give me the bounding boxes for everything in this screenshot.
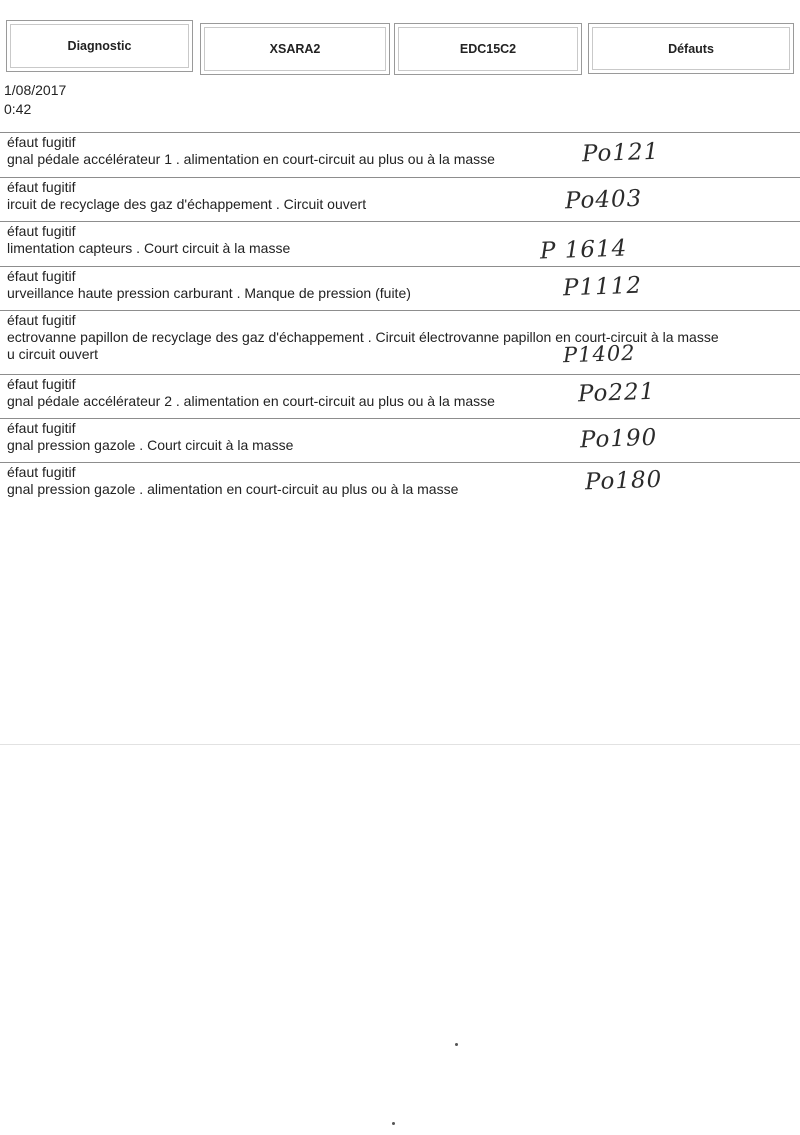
fault-description: ircuit de recyclage des gaz d'échappement . Circuit ouvert <box>7 196 367 212</box>
handwritten-code: P1112 <box>562 272 643 302</box>
fault-row <box>0 418 800 462</box>
fault-type: éfaut fugitif <box>7 312 76 328</box>
tab-ecu[interactable]: EDC15C2 <box>394 23 582 75</box>
scan-speck <box>455 1043 458 1046</box>
header-tabs <box>0 20 800 76</box>
fault-row <box>0 374 800 418</box>
fault-description: ectrovanne papillon de recyclage des gaz d'échappement . Circuit électrovanne papillon en court-circuit à la masse <box>7 329 719 345</box>
handwritten-code: P 1614 <box>539 235 628 265</box>
handwritten-code: Po190 <box>579 424 658 454</box>
handwritten-code: P1402 <box>562 340 636 368</box>
handwritten-code: Po121 <box>581 138 660 168</box>
fault-description: urveillance haute pression carburant . Manque de pression (fuite) <box>7 285 411 301</box>
fault-type: éfaut fugitif <box>7 464 76 480</box>
scan-speck <box>392 1122 395 1125</box>
fault-description: gnal pédale accélérateur 1 . alimentation en court-circuit au plus ou à la masse <box>7 151 495 167</box>
fault-row <box>0 132 800 177</box>
report-time: 0:42 <box>4 101 32 117</box>
fault-row <box>0 221 800 266</box>
fault-type: éfaut fugitif <box>7 134 76 150</box>
scan-line <box>0 744 800 745</box>
fault-type: éfaut fugitif <box>7 268 76 284</box>
handwritten-code: Po403 <box>564 185 643 215</box>
tab-diagnostic[interactable]: Diagnostic <box>6 20 193 72</box>
handwritten-code: Po221 <box>577 378 656 408</box>
fault-list <box>0 132 800 506</box>
fault-description: limentation capteurs . Court circuit à la masse <box>7 240 291 256</box>
fault-row <box>0 266 800 310</box>
fault-row <box>0 177 800 221</box>
fault-type: éfaut fugitif <box>7 179 76 195</box>
fault-row <box>0 310 800 374</box>
fault-type: éfaut fugitif <box>7 376 76 392</box>
fault-description: gnal pression gazole . alimentation en court-circuit au plus ou à la masse <box>7 481 459 497</box>
fault-description-continued: u circuit ouvert <box>7 346 99 362</box>
tab-vehicle[interactable]: XSARA2 <box>200 23 390 75</box>
fault-description: gnal pédale accélérateur 2 . alimentation en court-circuit au plus ou à la masse <box>7 393 495 409</box>
tab-defauts[interactable]: Défauts <box>588 23 794 74</box>
fault-type: éfaut fugitif <box>7 223 76 239</box>
report-date: 1/08/2017 <box>4 82 67 98</box>
fault-type: éfaut fugitif <box>7 420 76 436</box>
fault-row <box>0 462 800 506</box>
fault-description: gnal pression gazole . Court circuit à la masse <box>7 437 294 453</box>
handwritten-code: Po180 <box>584 466 663 496</box>
